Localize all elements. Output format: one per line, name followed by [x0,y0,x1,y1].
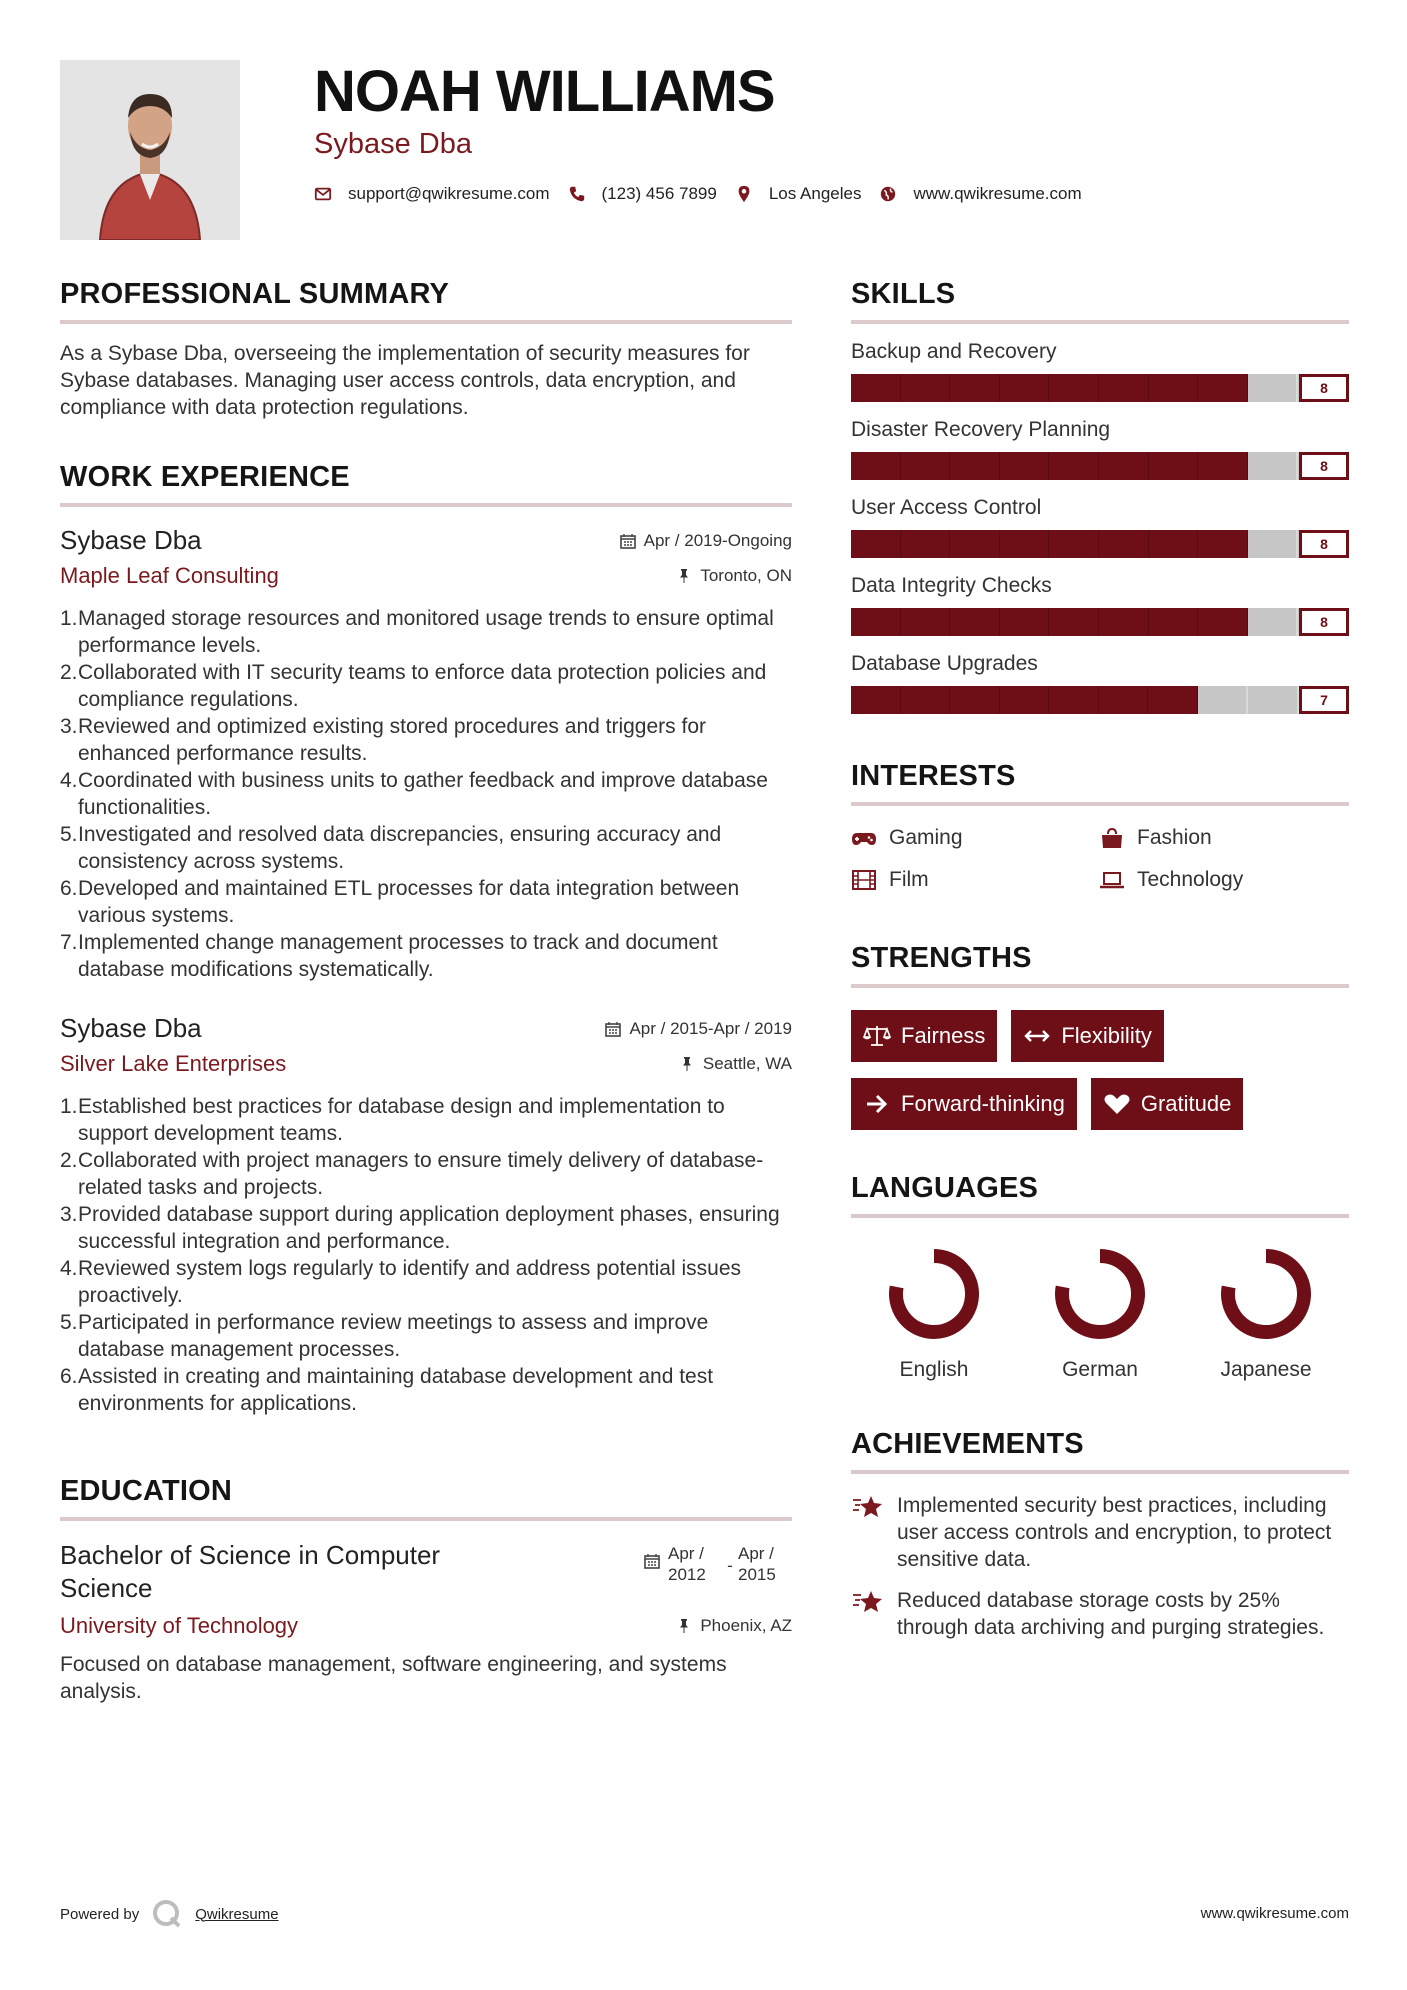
list-item: 1. Managed storage resources and monitored usage trends to ensure optimal performance levels. [60,607,774,657]
achievement-text: Reduced database storage costs by 25% through data archiving and purging strategies. [897,1589,1325,1639]
language-gauge [884,1244,984,1344]
skill-bar [851,530,1349,558]
degree-title: Bachelor of Science in Computer Science [60,1540,441,1603]
skill-segment-filled [1049,374,1099,402]
strength-chip [1091,1078,1244,1130]
envelope-icon [314,185,332,203]
interest-label: Technology [1137,868,1244,891]
experience-section [60,455,792,1417]
skill-segment-filled [901,608,951,636]
job-entry [60,1011,792,1417]
job-entry [60,523,792,983]
skill-item [851,338,1349,402]
skill-segment-filled [1049,608,1099,636]
skills-section [851,272,1349,714]
calendar-icon [644,1553,660,1569]
profile-photo [60,60,240,240]
skill-segment-filled [901,686,951,714]
pushpin-icon [676,1618,692,1634]
skill-segment-filled [950,374,1000,402]
skill-score: 7 [1299,686,1349,714]
skill-name: Data Integrity Checks [851,574,1052,597]
skill-segment-filled [1099,374,1149,402]
list-item: 5. Investigated and resolved data discrepancies, ensuring accuracy and consistency across systems. [60,823,722,873]
strength-chip [851,1078,1077,1130]
interest-label: Film [889,868,929,891]
skill-name: Disaster Recovery Planning [851,418,1111,441]
list-item: 6. Assisted in creating and maintaining database development and test environments for applications. [60,1365,714,1415]
school-location [676,1616,792,1636]
skill-segment-empty [1248,452,1299,480]
skill-segment-filled [950,608,1000,636]
skill-segment-filled [1000,452,1050,480]
footer-website[interactable]: www.qwikresume.com [1200,1905,1349,1922]
contact-phone[interactable] [568,184,717,204]
skill-score: 8 [1299,452,1349,480]
company-name: Maple Leaf Consulting [60,563,279,588]
list-item: 4. Reviewed system logs regularly to identify and address potential issues proactively. [60,1257,742,1307]
languages-heading: LANGUAGES [851,1166,1349,1218]
date-separator: - [727,1556,733,1575]
list-item: 4. Coordinated with business units to gather feedback and improve database functionalities. [60,769,768,819]
website-text: www.qwikresume.com [913,184,1082,203]
list-item: 2. Collaborated with project managers to ensure timely delivery of database-related tasks and projects. [60,1149,764,1199]
arrow-right-icon [863,1092,891,1116]
film-icon [851,869,877,891]
interest-item [851,826,1099,850]
skill-segment-filled [851,686,901,714]
skill-segment-filled [1198,374,1248,402]
skill-score: 8 [1299,374,1349,402]
language-item [851,1244,1017,1382]
candidate-role: Sybase Dba [314,128,472,160]
language-label: German [1062,1358,1138,1381]
list-item: 1. Established best practices for database design and implementation to support development teams. [60,1095,725,1145]
skill-segment-empty [1198,686,1249,714]
candidate-name: NOAH WILLIAMS [314,59,775,124]
skill-item [851,494,1349,558]
company-name: Silver Lake Enterprises [60,1051,287,1076]
language-item [1183,1244,1349,1382]
skill-name: Database Upgrades [851,652,1038,675]
shopping-bag-icon [1099,827,1125,849]
skill-segment-empty [1248,608,1299,636]
job-date [605,1019,792,1039]
education-start: Apr / 2012 [668,1544,706,1584]
language-item [1017,1244,1183,1382]
list-item: 3. Provided database support during application deployment phases, ensuring successful integration and performance. [60,1203,780,1253]
gamepad-icon [851,827,877,849]
skill-segment-empty [1248,374,1299,402]
skill-segment-filled [1149,530,1199,558]
skill-bar [851,374,1349,402]
email-text: support@qwikresume.com [348,184,550,203]
interest-item [1099,826,1347,850]
job-title: Sybase Dba [60,525,202,555]
skill-segment-filled [1000,686,1050,714]
skill-bar [851,608,1349,636]
skill-segment-filled [901,530,951,558]
list-item: 7. Implemented change management processes to track and document database modifications systematically. [60,931,718,981]
skill-segment-empty [1248,530,1299,558]
skill-segment-filled [1099,686,1149,714]
calendar-icon [605,1021,621,1037]
skill-score: 8 [1299,608,1349,636]
language-label: Japanese [1220,1358,1312,1381]
job-bullets [60,1093,792,1417]
skill-name: User Access Control [851,496,1042,519]
education-heading: EDUCATION [60,1469,792,1521]
skill-segment-filled [1198,530,1248,558]
language-label: English [899,1358,969,1381]
contact-email[interactable] [314,184,550,204]
skill-segment-filled [1198,452,1248,480]
map-pin-icon [735,185,753,203]
list-item: 3. Reviewed and optimized existing stored procedures and triggers for enhanced performance results. [60,715,707,765]
skill-item [851,572,1349,636]
star-badge-icon [851,1492,885,1522]
skill-segment-filled [950,452,1000,480]
skill-segment-filled [1000,374,1050,402]
calendar-icon [620,533,636,549]
skill-segment-filled [851,530,901,558]
skill-segment-filled [1099,608,1149,636]
skill-segment-filled [1049,452,1099,480]
list-item: 5. Participated in performance review meetings to assess and improve database management processes. [60,1311,709,1361]
star-badge-icon [851,1587,885,1617]
laptop-icon [1099,869,1125,891]
skill-segment-filled [950,530,1000,558]
job-date [620,531,792,551]
heart-icon [1103,1092,1131,1116]
phone-icon [568,185,586,203]
skill-segment-filled [901,374,951,402]
summary-text: As a Sybase Dba, overseeing the implementation of security measures for Sybase databases. Managing user access controls, data encryption, and compliance with data protection regulations. [60,342,750,419]
strengths-heading: STRENGTHS [851,936,1349,988]
job-title: Sybase Dba [60,1013,202,1043]
education-end: Apr / 2015 [738,1544,776,1584]
skill-segment-filled [901,452,951,480]
achievements-heading: ACHIEVEMENTS [851,1422,1349,1474]
skill-bar [851,686,1349,714]
experience-heading: WORK EXPERIENCE [60,455,792,507]
school-location-text: Phoenix, AZ [700,1616,792,1635]
interest-label: Gaming [889,826,963,849]
list-item: 6. Developed and maintained ETL processes for data integration between various systems. [60,877,740,927]
skill-segment-filled [1099,452,1149,480]
contact-row [314,184,1347,204]
skills-heading: SKILLS [851,272,1349,324]
education-description: Focused on database management, software engineering, and systems analysis. [60,1653,727,1703]
languages-section [851,1166,1349,1382]
skill-segment-filled [1000,608,1050,636]
skill-segment-filled [1149,452,1199,480]
summary-heading: PROFESSIONAL SUMMARY [60,272,792,324]
school-name: University of Technology [60,1613,299,1638]
job-date-text: Apr / 2015-Apr / 2019 [629,1019,792,1038]
skill-segment-filled [851,374,901,402]
strength-label: Fairness [901,1023,986,1048]
skill-segment-filled [1148,686,1198,714]
job-location-text: Toronto, ON [700,566,792,585]
interest-item [1099,868,1347,892]
interests-heading: INTERESTS [851,754,1349,806]
skill-segment-filled [851,608,901,636]
strength-label: Flexibility [1061,1023,1152,1048]
language-gauge [1050,1244,1150,1344]
summary-section [60,272,792,421]
skill-segment-filled [950,686,1000,714]
skill-bar [851,452,1349,480]
interest-label: Fashion [1137,826,1212,849]
skill-segment-empty [1248,686,1299,714]
interest-item [851,868,1099,892]
arrows-horizontal-icon [1023,1024,1051,1048]
skill-segment-filled [851,452,901,480]
left-column [60,272,792,1705]
skill-segment-filled [1099,530,1149,558]
qwikresume-logo-icon [151,1898,183,1930]
skill-segment-filled [1149,374,1199,402]
strengths-section [851,936,1349,1130]
skill-item [851,650,1349,714]
contact-website[interactable] [879,184,1081,204]
strength-label: Forward-thinking [901,1091,1065,1116]
skill-score: 8 [1299,530,1349,558]
pushpin-icon [679,1056,695,1072]
skill-segment-filled [1198,608,1248,636]
powered-by-text: Powered by [60,1905,140,1923]
location-text: Los Angeles [768,184,862,203]
pushpin-icon [676,568,692,584]
achievement-text: Implemented security best practices, including user access controls and encryption, to protect sensitive data. [897,1494,1332,1571]
globe-icon [879,185,897,203]
interests-section [851,754,1349,892]
skill-segment-filled [1049,530,1099,558]
list-item: 2. Collaborated with IT security teams to enforce data protection policies and compliance regulations. [60,661,767,711]
skill-name: Backup and Recovery [851,340,1057,363]
strength-chip [1011,1010,1163,1062]
job-bullets [60,605,792,983]
scale-icon [863,1024,891,1048]
education-dates [644,1543,792,1605]
job-date-text: Apr / 2019-Ongoing [643,531,792,550]
skill-segment-filled [1000,530,1050,558]
skill-segment-filled [1149,608,1199,636]
skill-segment-filled [1049,686,1099,714]
skills-list [851,338,1349,714]
achievements-section [851,1422,1349,1641]
achievement-item [851,1587,1349,1641]
skill-item [851,416,1349,480]
footer-powered-by [60,1898,279,1930]
job-location [676,566,792,586]
strength-label: Gratitude [1140,1091,1232,1116]
phone-text: (123) 456 7899 [601,184,717,203]
strength-chip [851,1010,997,1062]
achievement-item [851,1492,1349,1573]
job-location-text: Seattle, WA [702,1054,792,1073]
language-gauge [1216,1244,1316,1344]
resume-header [314,58,1347,204]
qwikresume-link[interactable]: Qwikresume [195,1905,279,1923]
education-section [60,1469,792,1705]
right-column [851,272,1349,1641]
contact-location [735,184,862,204]
job-location [679,1054,792,1074]
